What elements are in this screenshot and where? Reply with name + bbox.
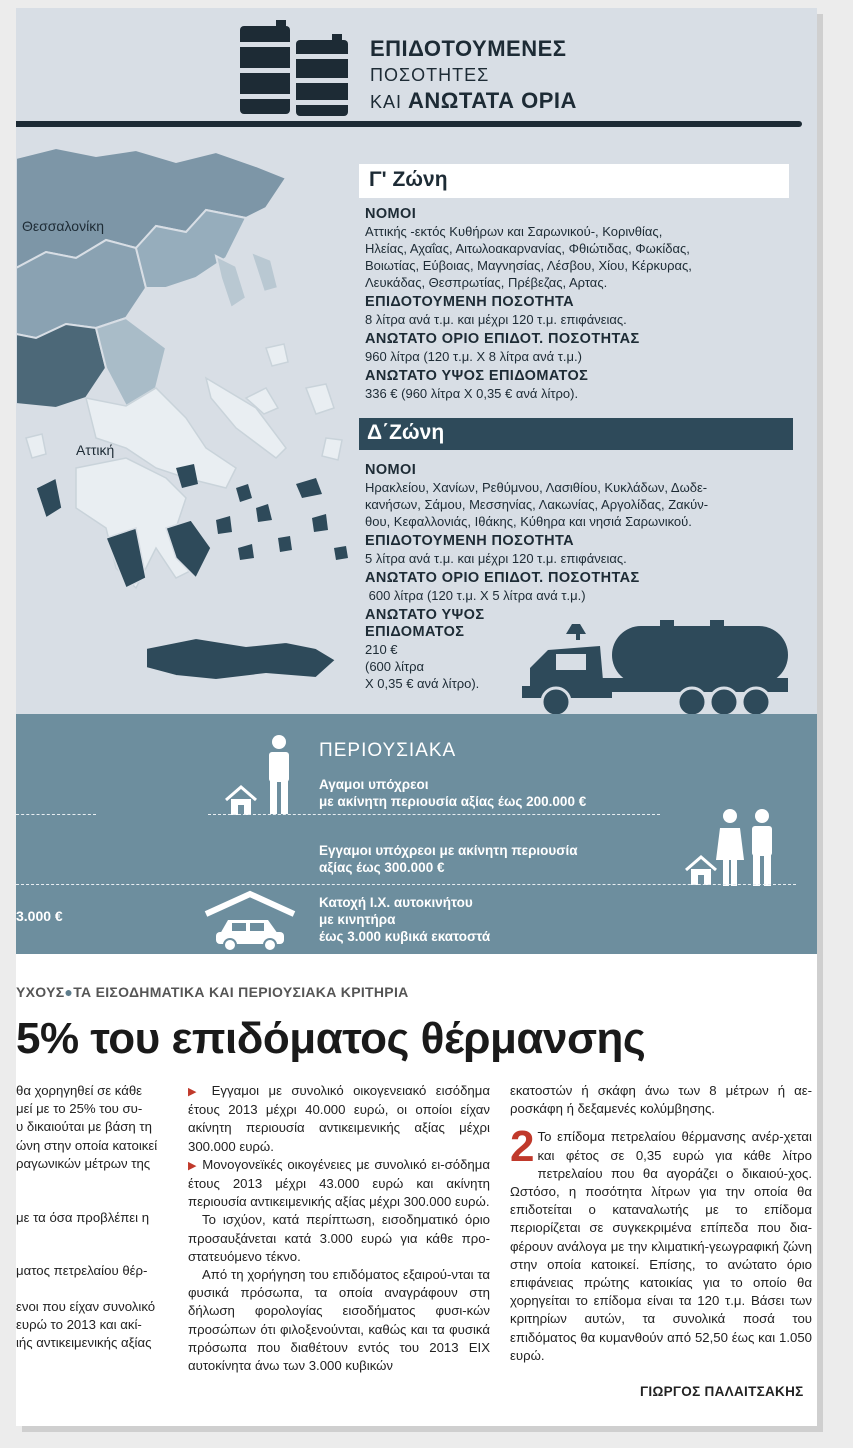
zone-c-title: Γ' Ζώνη: [359, 164, 789, 198]
zone-d-nomoi-line: Ηρακλείου, Χανίων, Ρεθύμνου, Λασιθίου, Κυκλάδων, Δωδε-: [365, 480, 708, 495]
map-label-thessaloniki: Θεσσαλονίκη: [22, 218, 104, 234]
divider: [208, 814, 660, 815]
zone-c-nomoi-line: Ηλείας, Αχαΐας, Αιτωλοακαρνανίας, Φθιώτιδας, Φωκίδας,: [365, 241, 690, 256]
car-garage-icon: [202, 890, 298, 952]
divider: [16, 884, 796, 885]
assets-title: ΠΕΡΙΟΥΣΙΑΚΑ: [319, 740, 457, 761]
zone-d-amount: (600 λίτρα: [365, 659, 425, 674]
house-icon: [224, 784, 258, 816]
article-headline: 5% του επιδόματος θέρμανσης: [16, 1014, 646, 1063]
infographic: [16, 8, 817, 954]
zone-c-max: 960 λίτρα (120 τ.μ. Χ 8 λίτρα ανά τ.μ.): [365, 349, 582, 364]
single-person-icon: [264, 734, 294, 816]
fuel-truck-icon: [520, 620, 790, 720]
zone-d-amount: 210 €: [365, 642, 398, 657]
triangle-bullet-icon: ▶: [188, 1159, 198, 1172]
assets-item-married: Εγγαμοι υπόχρεοι με ακίνητη περιουσία αξίας έως 300.000 €: [319, 843, 578, 875]
zone-c-amount-heading: ΑΝΩΤΑΤΟ ΥΨΟΣ ΕΠΙΔΟΜΑΤΟΣ: [365, 368, 589, 384]
zone-d-amount-heading: ΑΝΩΤΑΤΟ ΥΨΟΣ: [365, 607, 485, 623]
article-column-1: θα χορηγηθεί σε κάθε μεί με το 25% του συ- υ δικαιούται με βάση τη ώνη στην οποία κατοικεί ραγωνικών μέτρων της με τα όσα προβλέπει η ματος πετρελαίου θέρ- ενοι που είχαν συνολικό ευρώ το 2013 και ακί- ιής αντικειμενικής αξίας: [16, 1083, 158, 1351]
bullet-item: ▶ Μονογονεϊκές οικογένειες με συνολικό ει-σόδημα έτους 2013 μέχρι 43.000 ευρώ και ακίνητη περιουσία αντικειμενικής αξίας μέχρι 300.000 ευρώ.: [188, 1156, 490, 1210]
zone-c-nomoi-line: Λευκάδας, Θεσπρωτίας, Πρέβεζας, Αρτας.: [365, 275, 608, 290]
zone-c-nomoi-heading: ΝΟΜΟΙ: [365, 206, 417, 222]
title-line-1: ΕΠΙΔΟΤΟΥΜΕΝΕΣ: [370, 36, 567, 61]
zone-d-nomoi-line: κανήσων, Σάμου, Μεσσηνίας, Λακωνίας, Αργολίδας, Ζακύν-: [365, 497, 709, 512]
divider: [16, 814, 96, 815]
zone-d-nomoi-heading: ΝΟΜΟΙ: [365, 462, 417, 478]
triangle-bullet-icon: ▶: [188, 1086, 203, 1098]
zone-c-qty-heading: ΕΠΙΔΟΤΟΥΜΕΝΗ ΠΟΣΟΤΗΤΑ: [365, 294, 575, 310]
assets-item-single: Αγαμοι υπόχρεοι με ακίνητη περιουσία αξίας έως 200.000 €: [319, 777, 587, 809]
zone-c-details: [365, 206, 692, 402]
assets-band: [16, 714, 817, 954]
house-icon: [684, 854, 718, 886]
title-line-3: ΚΑΙ ΑΝΩΤΑΤΑ ΟΡΙΑ: [370, 88, 577, 113]
zone-d-max: 600 λίτρα (120 τ.μ. Χ 5 λίτρα ανά τ.μ.): [365, 588, 586, 603]
zone-d-qty: 5 λίτρα ανά τ.μ. και μέχρι 120 τ.μ. επιφάνειας.: [365, 551, 627, 566]
infographic-title: [370, 36, 577, 115]
bullet-item: ▶ Εγγαμοι με συνολικό οικογενειακό εισόδημα έτους 2013 μέχρι 40.000 ευρώ, οι οποίοι είχαν ακίνητη περιουσία αντικειμενικής αξίας μέχρι 300.000 ευρώ.: [188, 1083, 490, 1154]
assets-item-car: Κατοχή Ι.Χ. αυτοκινήτου με κινητήρα έως 3.000 κυβικά εκατοστά: [319, 895, 491, 944]
zone-d-nomoi-line: θου, Κεφαλλονιάς, Ιθάκης, Κύθηρα και νησιά Σαρωνικού.: [365, 514, 692, 529]
header-rule: [16, 121, 802, 127]
title-line-2: ΠΟΣΟΤΗΤΕΣ: [370, 65, 490, 85]
greece-map: [16, 148, 356, 728]
zone-c-nomoi-line: Βοιωτίας, Εύβοιας, Μαγνησίας, Λέσβου, Χίου, Κέρκυρας,: [365, 258, 692, 273]
zone-c-qty: 8 λίτρα ανά τ.μ. και μέχρι 120 τ.μ. επιφάνειας.: [365, 312, 627, 327]
newspaper-page: [16, 8, 817, 1426]
couple-icon: [716, 808, 780, 888]
assets-side-value: 3.000 €: [16, 908, 63, 924]
zone-d-max-heading: ΑΝΩΤΑΤΟ ΟΡΙΟ ΕΠΙΔΟΤ. ΠΟΣΟΤΗΤΑΣ: [365, 570, 640, 586]
map-label-attiki: Αττική: [76, 442, 115, 458]
oil-barrels-icon: [238, 20, 358, 120]
article-column-2: ▶ Εγγαμοι με συνολικό οικογενειακό εισόδημα έτους 2013 μέχρι 40.000 ευρώ, οι οποίοι είχαν ακίνητη περιουσία αντικειμενικής αξίας μέχρι 300.000 ευρώ. ▶ Μονογονεϊκές οικογένειες με συνολικό ει-σόδημα έτους 2013 μέχρι 43.000 ευρώ και ακίνητη περιουσία αντικειμενικής αξίας μέχρι 300.000 ευρώ. Το ισχύον, κατά περίπτωση, εισοδηματικό όριο προσαυξάνεται κατά 3.000 ευρώ για κάθε προ-στατευόμενο τέκνο. Από τη χορήγηση του επιδόματος εξαιρού-νται τα φυσικά πρόσωπα, τα οποία αναγράφουν στη δήλωση φορολογίας εισοδήματος φυσι-κών προσώπων ότι φιλοξενούνται, καθώς και τα φυσικά πρόσωπα που διαθέτουν εντός του 2013 ΕΙΧ αυτοκίνητα άνω των 3.000 κυβικών: [188, 1083, 490, 1374]
zone-d-qty-heading: ΕΠΙΔΟΤΟΥΜΕΝΗ ΠΟΣΟΤΗΤΑ: [365, 533, 575, 549]
zone-c-amount: 336 € (960 λίτρα Χ 0,35 € ανά λίτρο).: [365, 386, 579, 401]
zone-c-nomoi-line: Αττικής -εκτός Κυθήρων και Σαρωνικού-, Κορινθίας,: [365, 224, 663, 239]
zone-d-amount-heading-2: ΕΠΙΔΟΜΑΤΟΣ: [365, 624, 465, 640]
zone-d-amount: Χ 0,35 € ανά λίτρο).: [365, 676, 480, 691]
zone-c-max-heading: ΑΝΩΤΑΤΟ ΟΡΙΟ ΕΠΙΔΟΤ. ΠΟΣΟΤΗΤΑΣ: [365, 331, 640, 347]
article-author: ΓΙΩΡΓΟΣ ΠΑΛΑΙΤΣΑΚΗΣ: [640, 1384, 804, 1399]
article-column-3: εκατοστών ή σκάφη άνω των 8 μέτρων ή αε-ροσκάφη ή δεξαμενές κολύμβησης. 2 Το επίδομα πετρελαίου θέρμανσης ανέρ-χεται και φέτος σε 0,35 ευρώ για κάθε λίτρο πετρελαίου που θα αγοράζει ο δικαιού-χος. Ωστόσο, η ποσότητα λίτρων για την οποία θα επιδοτείται ο καταναλωτής με το επίδομα περιορίζεται σε συγκεκριμένα επίπεδα που δια-φέρουν ανάλογα με την κλιματική-γεωγραφική ζώνη στην οποία κατοικεί. Επίσης, το ανώτατο όριο επιφάνειας πρώτης κατοικίας για το οποίο θα χορηγείται το επίδομα είναι τα 120 τ.μ. Βάσει των κριτηρίων αυτών, τα συνολικά ποσά του επιδόματος θα κυμανθούν από 52,50 έως και 1.050 ευρώ.: [510, 1083, 812, 1363]
article-kicker: ΥΧΟΥΣ●ΤΑ ΕΙΣΟΔΗΜΑΤΙΚΑ ΚΑΙ ΠΕΡΙΟΥΣΙΑΚΑ ΚΡΙΤΗΡΙΑ: [16, 984, 409, 1000]
zone-d-title: Δ΄Ζώνη: [359, 418, 793, 450]
drop-cap: 2: [510, 1122, 535, 1172]
